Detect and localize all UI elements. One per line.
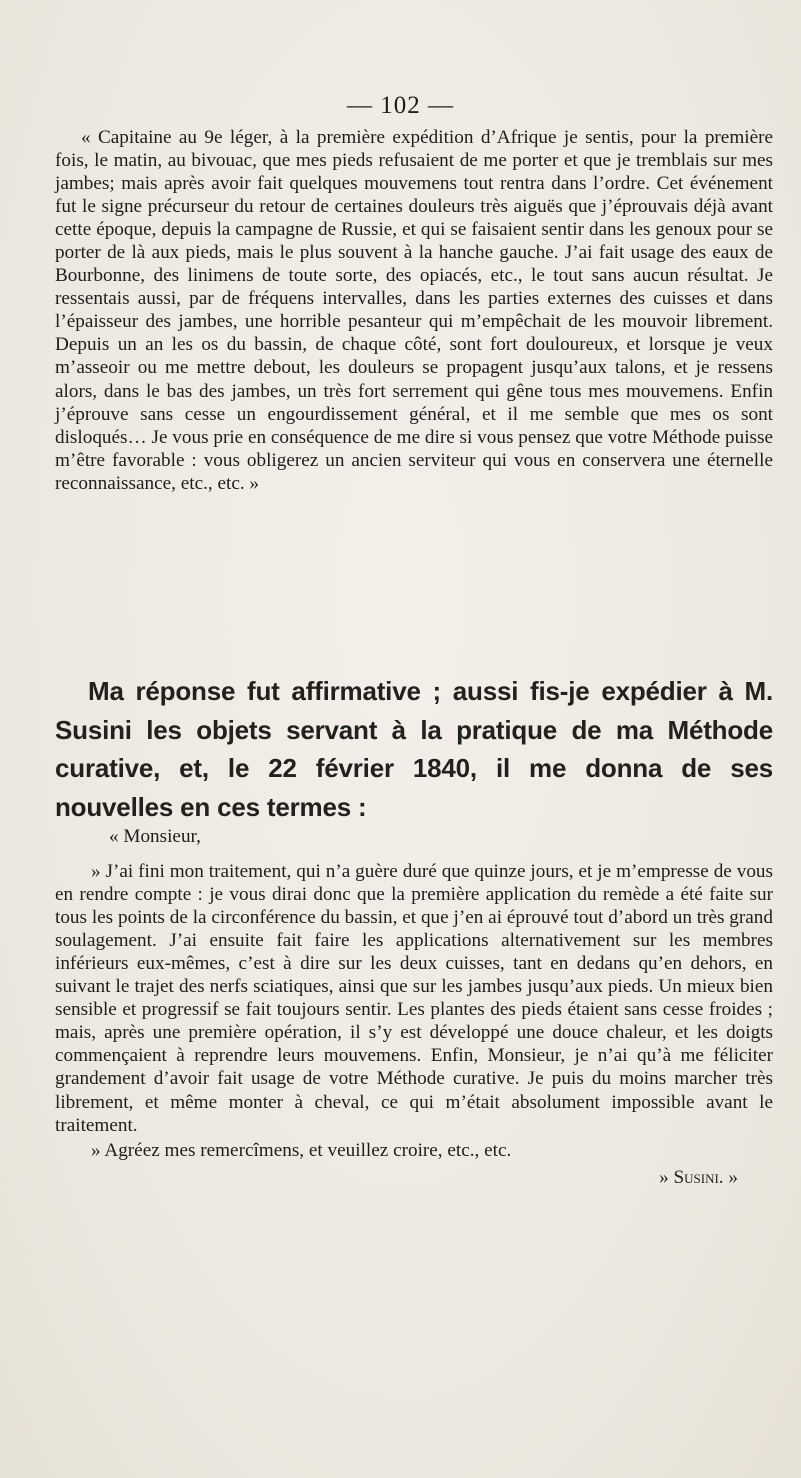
letter-salutation: « Monsieur, [109,826,201,847]
letter-closing: » Agréez mes remercîmens, et veuillez croire, etc., etc. [91,1139,512,1161]
first-letter [55,126,773,495]
author-reply-text: Ma réponse fut affirmative ; aussi fis-je expédier à M. Susini les objets servant à la pratique de ma Méthode curative, et, le 22 février 1840, il me donna de ses nouvelles en ces termes : [55,676,773,822]
second-letter [55,825,773,1189]
letter-signature: » Susini. » [659,1166,738,1188]
first-letter-text: « Capitaine au 9e léger, à la première expédition d’Afrique je sentis, pour la première fois, le matin, au bivouac, que mes pieds refusaient de me porter et que je tremblais sur mes jambes; mais après avoir fait quelques mouvemens tout rentra dans l’ordre. Cet événement fut le signe précurseur du retour de certaines douleurs très aiguës que j’éprouvais déjà avant cette époque, depuis la campagne de Russie, et qui se faisaient sentir dans les genoux pour se porter de là aux pieds, mais le plus souvent à la hanche gauche. J’ai fait usage des eaux de Bourbonne, des linimens de toute sorte, des opiacés, etc., le tout sans aucun résultat. Je ressentais aussi, par de fréquens intervalles, dans les parties externes des cuisses et dans l’épaisseur des jambes, une horrible pesanteur qui m’empêchait de les mouvoir librement. Depuis un an les os du bassin, de chaque côté, sont fort douloureux, et lorsque je veux m’asseoir ou me mettre debout, les douleurs se propagent jusqu’aux talons, et je ressens alors, dans le bas des jambes, un très fort serrement qui gêne tous mes mouvemens. Enfin j’éprouve sans cesse un engourdissement général, et il me semble que mes os sont disloqués… Je vous prie en conséquence de me dire si vous pensez que votre Méthode puisse m’être favorable : vous obligerez un ancien serviteur qui vous en conservera une éternelle reconnaissance, etc., etc. » [55,127,773,494]
second-letter-body: » J’ai fini mon traitement, qui n’a guère duré que quinze jours, et je m’empresse de vous en rendre compte : je vous dirai donc que la première application du remède a été faite sur tous les points de la circonférence du bassin, et que j’en ai éprouvé tout d’abord un très grand soulagement. J’ai ensuite fait faire les applications alternativement sur les membres inférieurs eux-mêmes, c’est à dire sur les deux cuisses, tant en dedans qu’en dehors, en suivant le trajet des nerfs sciatiques, ainsi que sur les jambes jusqu’aux pieds. Un mieux bien sensible et progressif se fait toujours sentir. Les plantes des pieds étaient sans cesse froides ; mais, après une première opération, il s’y est développé une douce chaleur, et les doigts commençaient à reprendre leurs mouvemens. Enfin, Monsieur, je n’ai qu’à me féliciter grandement d’avoir fait usage de votre Méthode curative. Je puis du moins marcher très librement, et même monter à cheval, ce qui m’était absolument impossible avant le traitement. [55,861,773,1136]
author-reply [55,672,773,826]
paragraph-gap [55,850,773,860]
page-number: — 102 — [347,92,454,119]
